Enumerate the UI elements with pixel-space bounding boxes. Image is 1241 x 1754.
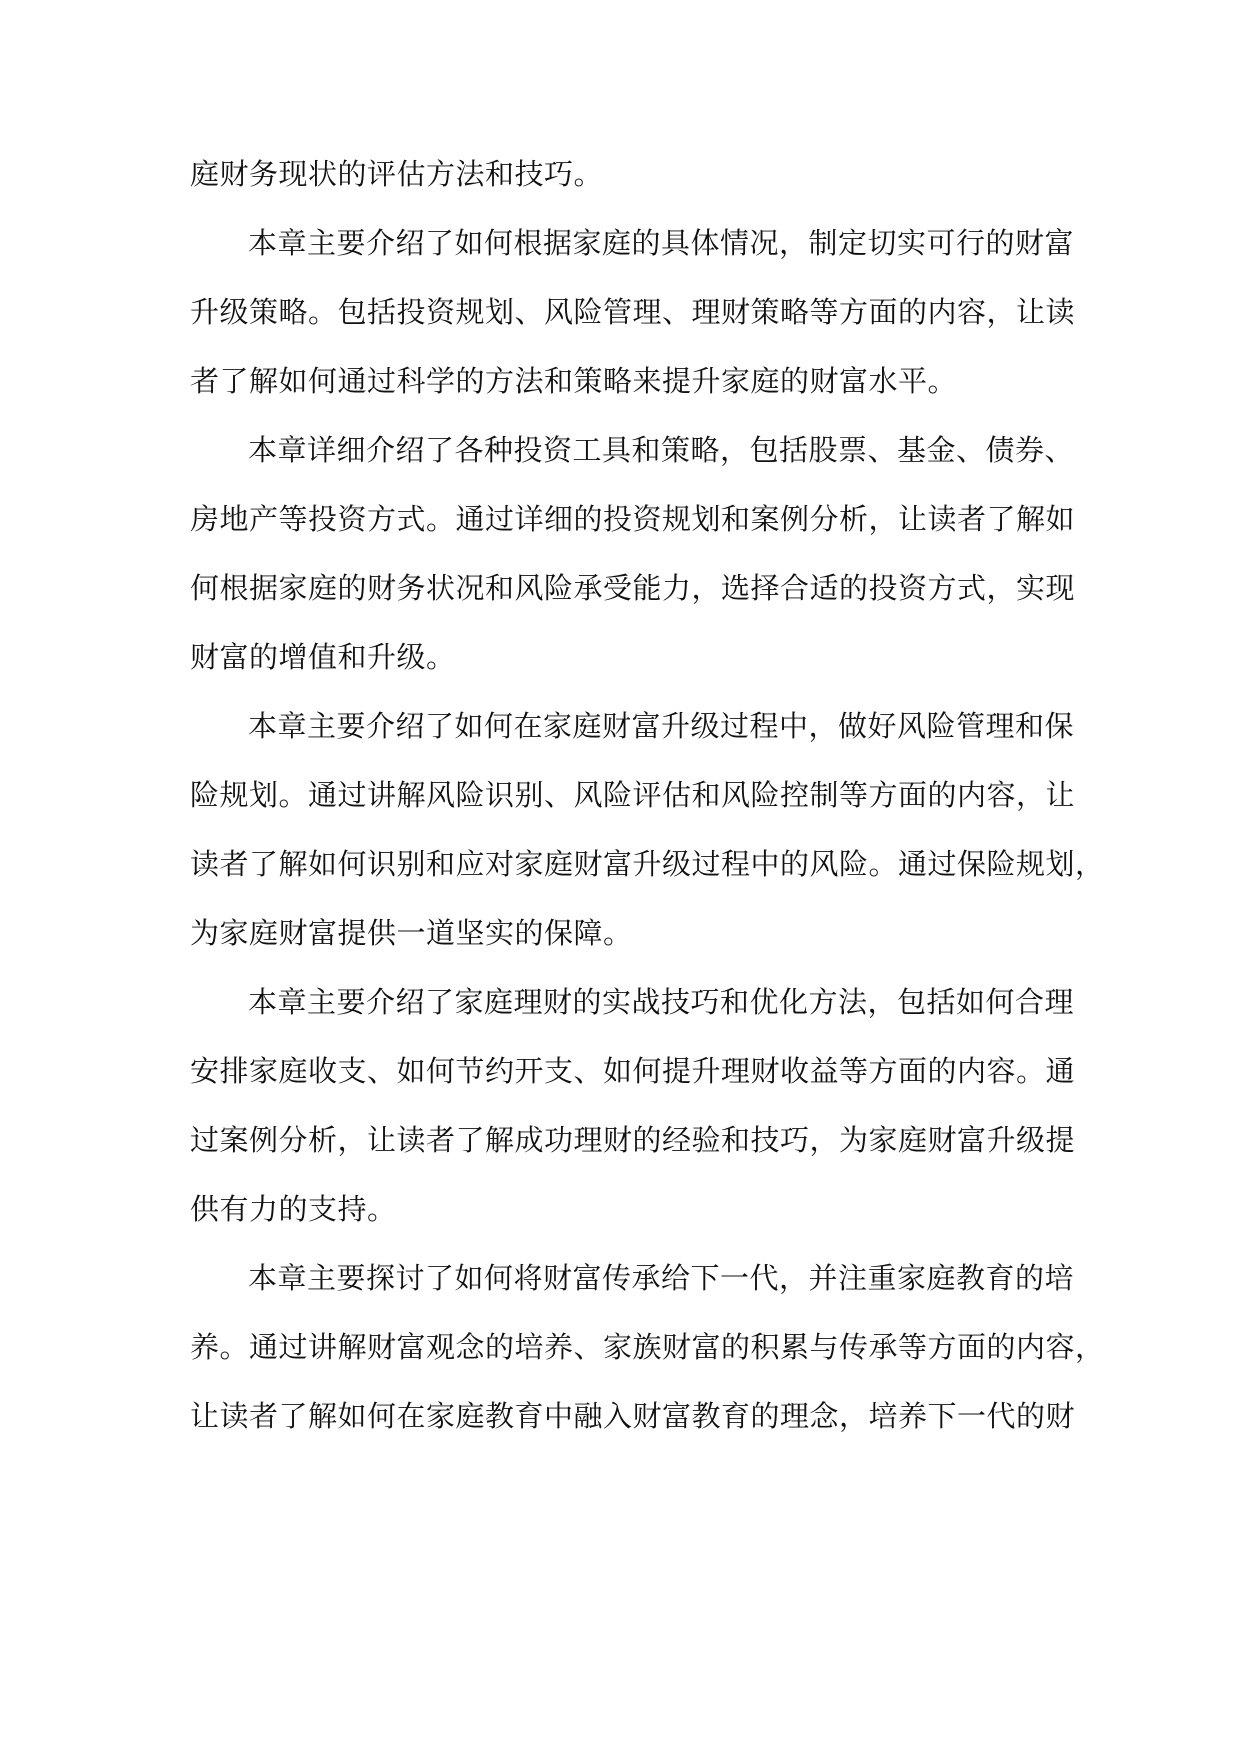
text-line: 本章详细介绍了各种投资工具和策略，包括股票、基金、债券、	[248, 433, 1075, 467]
text-line: 财富的增值和升级。	[190, 640, 456, 674]
text-line: 读者了解如何识别和应对家庭财富升级过程中的风险。通过保险规划，	[190, 847, 1105, 881]
text-line: 本章主要介绍了家庭理财的实战技巧和优化方法，包括如何合理	[248, 985, 1075, 1019]
text-line: 为家庭财富提供一道坚实的保障。	[190, 916, 633, 950]
text-line: 供有力的支持。	[190, 1192, 397, 1226]
text-line: 养。通过讲解财富观念的培养、家族财富的积累与传承等方面的内容，	[190, 1330, 1105, 1364]
text-line: 庭财务现状的评估方法和技巧。	[190, 157, 604, 191]
text-line: 本章主要介绍了如何根据家庭的具体情况，制定切实可行的财富	[248, 226, 1075, 260]
text-line: 险规划。通过讲解风险识别、风险评估和风险控制等方面的内容，让	[190, 778, 1076, 812]
text-line: 本章主要介绍了如何在家庭财富升级过程中，做好风险管理和保	[248, 709, 1075, 743]
text-line: 何根据家庭的财务状况和风险承受能力，选择合适的投资方式，实现	[190, 571, 1076, 605]
text-line: 者了解如何通过科学的方法和策略来提升家庭的财富水平。	[190, 364, 958, 398]
text-line: 安排家庭收支、如何节约开支、如何提升理财收益等方面的内容。通	[190, 1054, 1076, 1088]
text-line: 房地产等投资方式。通过详细的投资规划和案例分析，让读者了解如	[190, 502, 1076, 536]
text-line: 过案例分析，让读者了解成功理财的经验和技巧，为家庭财富升级提	[190, 1123, 1076, 1157]
body-text	[190, 140, 1105, 1451]
text-line: 本章主要探讨了如何将财富传承给下一代，并注重家庭教育的培	[248, 1261, 1075, 1295]
text-line: 升级策略。包括投资规划、风险管理、理财策略等方面的内容，让读	[190, 295, 1076, 329]
text-line: 让读者了解如何在家庭教育中融入财富教育的理念，培养下一代的财	[190, 1399, 1076, 1433]
